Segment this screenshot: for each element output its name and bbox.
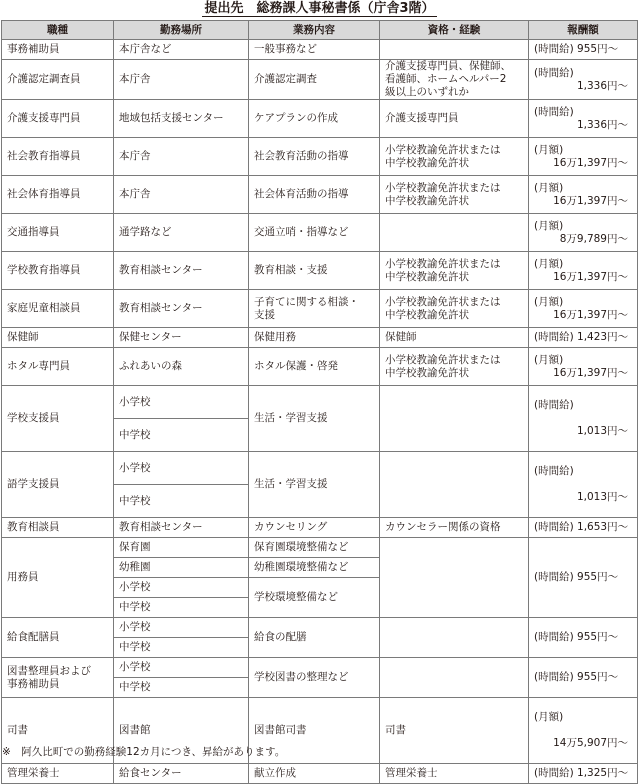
- pay-amount: 16万1,397円〜: [553, 308, 628, 321]
- place-cell: 小学校: [114, 386, 249, 419]
- pay-label: (月額): [534, 257, 564, 270]
- table-row: [2, 290, 638, 328]
- job-table: [1, 20, 638, 784]
- place-cell: 地域包括支援センター: [114, 100, 249, 138]
- job-cell: 家庭児童相談員: [2, 290, 114, 328]
- pay-label: (月額): [534, 219, 564, 232]
- work-cell: ケアプランの作成: [249, 100, 380, 138]
- place-cell: 保育園: [114, 538, 249, 558]
- place-cell: 教育相談センター: [114, 290, 249, 328]
- qual-cell: [380, 452, 529, 518]
- table-row: [2, 348, 638, 386]
- table-row: [2, 538, 638, 558]
- work-cell: 社会体育活動の指導: [249, 176, 380, 214]
- table-row: [2, 618, 638, 638]
- work-cell: 給食の配膳: [249, 618, 380, 658]
- qual-cell: 小学校教諭免許状または 中学校教諭免許状: [380, 290, 529, 328]
- pay-amount: 1,336円〜: [576, 79, 628, 92]
- place-cell: 中学校: [114, 598, 249, 618]
- pay-cell: (時間給) 955円〜: [529, 538, 638, 618]
- work-cell: ホタル保護・啓発: [249, 348, 380, 386]
- place-cell: 幼稚園: [114, 558, 249, 578]
- qual-cell: 保健師: [380, 328, 529, 348]
- table-row: [2, 40, 638, 60]
- pay-cell: [529, 290, 638, 328]
- footnote: ※ 阿久比町での勤務経験12カ月につき、昇給があります。: [2, 746, 286, 758]
- table-row: [2, 60, 638, 100]
- table-row: [2, 764, 638, 784]
- work-cell: 介護認定調査: [249, 60, 380, 100]
- page-title: [0, 0, 639, 18]
- place-cell: ふれあいの森: [114, 348, 249, 386]
- table-row: [2, 176, 638, 214]
- qual-cell: 小学校教諭免許状または 中学校教諭免許状: [380, 138, 529, 176]
- job-cell: 介護認定調査員: [2, 60, 114, 100]
- place-cell: 中学校: [114, 419, 249, 452]
- pay-label: (月額): [534, 181, 564, 194]
- job-cell: ホタル専門員: [2, 348, 114, 386]
- job-cell: 事務補助員: [2, 40, 114, 60]
- pay-cell: [529, 176, 638, 214]
- qual-cell: [380, 214, 529, 252]
- pay-amount: 1,013円〜: [576, 425, 628, 437]
- header-row: [2, 21, 638, 40]
- pay-cell: [529, 100, 638, 138]
- work-cell: 交通立哨・指導など: [249, 214, 380, 252]
- pay-cell: [529, 252, 638, 290]
- work-cell: 幼稚園環境整備など: [249, 558, 380, 578]
- table-row: [2, 658, 638, 678]
- work-cell: カウンセリング: [249, 518, 380, 538]
- place-cell: 本庁舎: [114, 176, 249, 214]
- pay-amount: 14万5,907円〜: [553, 737, 628, 749]
- job-cell: 司書: [2, 698, 114, 764]
- place-cell: 保健センター: [114, 328, 249, 348]
- qual-cell: [380, 538, 529, 618]
- work-cell: 学校図書の整理など: [249, 658, 380, 698]
- title-text: 提出先 総務課人事秘書係（庁舎3階）: [204, 1, 435, 16]
- pay-cell: (時間給) 955円〜: [529, 658, 638, 698]
- place-cell: 小学校: [114, 658, 249, 678]
- table-row: [2, 518, 638, 538]
- table-row: [2, 386, 638, 419]
- qual-cell: 司書: [380, 698, 529, 764]
- qual-cell: カウンセラー関係の資格: [380, 518, 529, 538]
- qual-cell: 小学校教諭免許状または 中学校教諭免許状: [380, 348, 529, 386]
- job-cell: 図書整理員および 事務補助員: [2, 658, 114, 698]
- table-row: [2, 328, 638, 348]
- job-cell: 教育相談員: [2, 518, 114, 538]
- table-row: [2, 252, 638, 290]
- qual-cell: 介護支援専門員、保健師、 看護師、ホームヘルパー2 級以上のいずれか: [380, 60, 529, 100]
- table-row: [2, 452, 638, 485]
- place-cell: 教育相談センター: [114, 252, 249, 290]
- place-cell: 中学校: [114, 678, 249, 698]
- job-cell: 介護支援専門員: [2, 100, 114, 138]
- job-cell: 給食配膳員: [2, 618, 114, 658]
- pay-amount: 16万1,397円〜: [553, 270, 628, 283]
- header-place: 勤務場所: [114, 21, 249, 40]
- header-pay: 報酬額: [529, 21, 638, 40]
- pay-label: (月額): [534, 711, 564, 723]
- pay-cell: [529, 60, 638, 100]
- pay-cell: [529, 138, 638, 176]
- place-cell: 小学校: [114, 618, 249, 638]
- place-cell: 図書館: [114, 698, 249, 764]
- header-qual: 資格・経験: [380, 21, 529, 40]
- place-cell: 本庁舎: [114, 60, 249, 100]
- work-cell: 子育てに関する相談・ 支援: [249, 290, 380, 328]
- work-cell: 保健用務: [249, 328, 380, 348]
- pay-amount: 16万1,397円〜: [553, 156, 628, 169]
- work-cell: 献立作成: [249, 764, 380, 784]
- qual-cell: 介護支援専門員: [380, 100, 529, 138]
- job-cell: 社会教育指導員: [2, 138, 114, 176]
- place-cell: 給食センター: [114, 764, 249, 784]
- work-cell: 図書館司書: [249, 698, 380, 764]
- place-cell: 小学校: [114, 452, 249, 485]
- pay-label: (月額): [534, 353, 564, 366]
- qual-cell: [380, 386, 529, 452]
- pay-cell: (時間給) 1,423円〜: [529, 328, 638, 348]
- work-cell: 教育相談・支援: [249, 252, 380, 290]
- pay-cell: [529, 452, 638, 518]
- qual-cell: [380, 658, 529, 698]
- place-cell: 通学路など: [114, 214, 249, 252]
- pay-cell: (時間給) 955円〜: [529, 40, 638, 60]
- table-row: [2, 100, 638, 138]
- work-cell: 学校環境整備など: [249, 578, 380, 618]
- place-cell: 教育相談センター: [114, 518, 249, 538]
- qual-cell: 管理栄養士: [380, 764, 529, 784]
- place-cell: 本庁舎: [114, 138, 249, 176]
- header-work: 業務内容: [249, 21, 380, 40]
- work-cell: 社会教育活動の指導: [249, 138, 380, 176]
- pay-cell: (時間給) 1,325円〜: [529, 764, 638, 784]
- work-cell: 生活・学習支援: [249, 386, 380, 452]
- table-row: [2, 214, 638, 252]
- qual-cell: 小学校教諭免許状または 中学校教諭免許状: [380, 176, 529, 214]
- work-cell: 生活・学習支援: [249, 452, 380, 518]
- job-cell: 交通指導員: [2, 214, 114, 252]
- pay-label: (時間給): [534, 399, 574, 411]
- job-cell: 社会体育指導員: [2, 176, 114, 214]
- qual-cell: 小学校教諭免許状または 中学校教諭免許状: [380, 252, 529, 290]
- work-cell: 保育園環境整備など: [249, 538, 380, 558]
- pay-cell: [529, 214, 638, 252]
- pay-label: (時間給): [534, 105, 574, 118]
- place-cell: 中学校: [114, 638, 249, 658]
- job-cell: 管理栄養士: [2, 764, 114, 784]
- qual-cell: [380, 618, 529, 658]
- job-cell: 保健師: [2, 328, 114, 348]
- pay-label: (月額): [534, 295, 564, 308]
- job-cell: 学校教育指導員: [2, 252, 114, 290]
- place-cell: 中学校: [114, 485, 249, 518]
- pay-label: (時間給): [534, 66, 574, 79]
- pay-amount: 16万1,397円〜: [553, 194, 628, 207]
- pay-label: (月額): [534, 143, 564, 156]
- table-row: [2, 138, 638, 176]
- pay-cell: (時間給) 1,653円〜: [529, 518, 638, 538]
- pay-cell: [529, 698, 638, 764]
- pay-label: (時間給): [534, 465, 574, 477]
- job-cell: 用務員: [2, 538, 114, 618]
- pay-amount: 8万9,789円〜: [559, 232, 628, 245]
- job-cell: 語学支援員: [2, 452, 114, 518]
- pay-amount: 1,336円〜: [576, 118, 628, 131]
- work-cell: 一般事務など: [249, 40, 380, 60]
- pay-cell: [529, 386, 638, 452]
- pay-amount: 1,013円〜: [576, 491, 628, 503]
- qual-cell: [380, 40, 529, 60]
- header-job: 職種: [2, 21, 114, 40]
- pay-cell: [529, 348, 638, 386]
- job-cell: 学校支援員: [2, 386, 114, 452]
- place-cell: 本庁舎など: [114, 40, 249, 60]
- pay-cell: (時間給) 955円〜: [529, 618, 638, 658]
- place-cell: 小学校: [114, 578, 249, 598]
- pay-amount: 16万1,397円〜: [553, 366, 628, 379]
